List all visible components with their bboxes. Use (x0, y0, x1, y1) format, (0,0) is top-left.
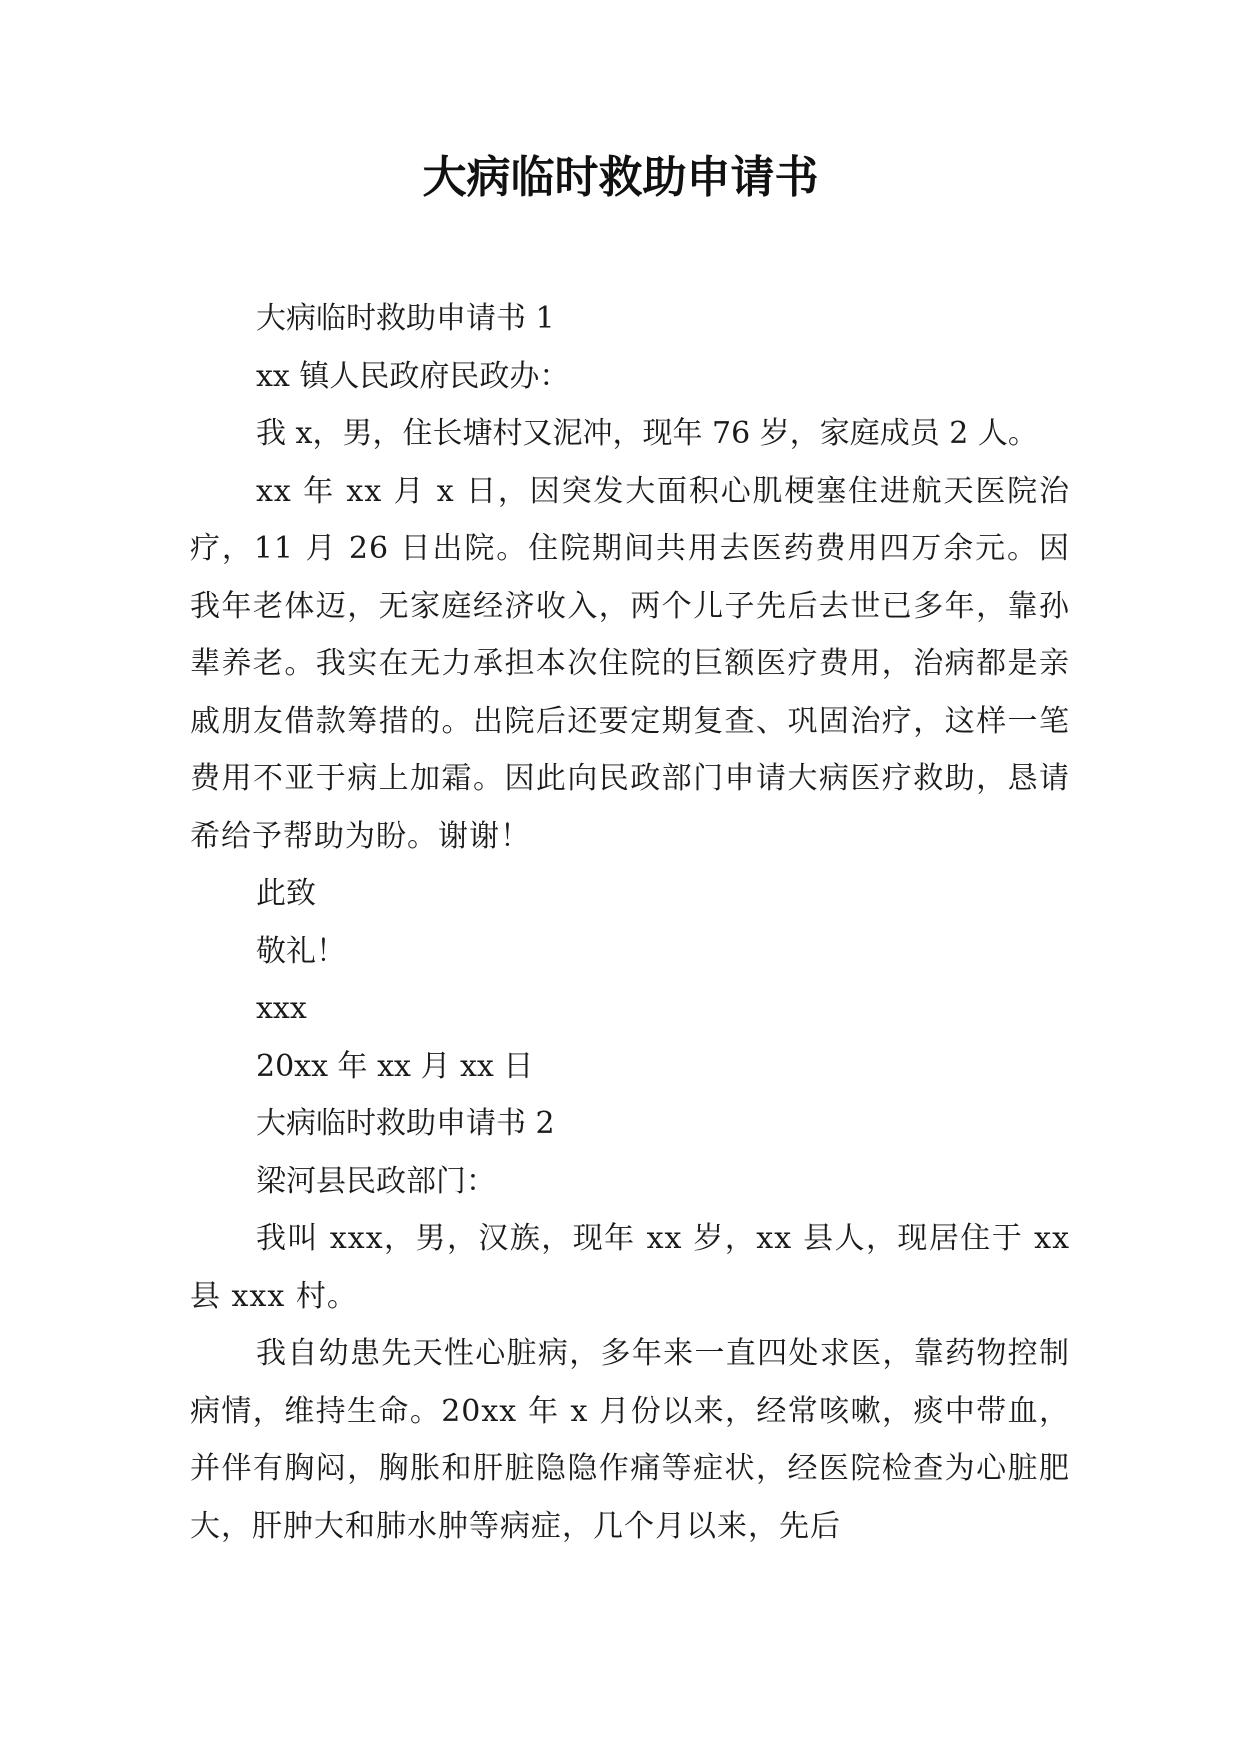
body-paragraph: 我自幼患先天性心脏病，多年来一直四处求医，靠药物控制病情，维持生命。20xx 年 x 月份以来，经常咳嗽，痰中带血，并伴有胸闷，胸胀和肝脏隐隐作痛等症状，经医院检查为心脏肥大，肝肿大和肺水肿等病症，几个月以来，先后 (190, 1336, 1070, 1544)
section-heading-2: 大病临时救助申请书 2 (256, 1106, 555, 1141)
signature-name: xxx (256, 991, 307, 1026)
body-paragraph: 我 x，男，住长塘村又泥冲，现年 76 岁，家庭成员 2 人。 (256, 416, 1038, 451)
body-paragraph: xx 年 xx 月 x 日，因突发大面积心肌梗塞住进航天医院治疗，11 月 26 日出院。住院期间共用去医药费用四万余元。因我年老体迈，无家庭经济收入，两个儿子先后去世已多年，靠孙辈养老。我实在无力承担本次住院的巨额医疗费用，治病都是亲戚朋友借款筹措的。出院后还要定期复查、巩固治疗，这样一笔费用不亚于病上加霜。因此向民政部门申请大病医疗救助，恳请希给予帮助为盼。谢谢！ (190, 473, 1070, 854)
document-title: 大病临时救助申请书 (422, 152, 819, 203)
section-heading-1: 大病临时救助申请书 1 (256, 301, 555, 336)
document-body (190, 290, 1070, 1555)
closing-line: 敬礼！ (256, 933, 346, 969)
signature-date: 20xx 年 xx 月 xx 日 (256, 1048, 534, 1084)
body-paragraph: 我叫 xxx，男，汉族，现年 xx 岁，xx 县人，现居住于 xx 县 xxx 村。 (190, 1221, 1070, 1314)
salutation: xx 镇人民政府民政办： (256, 358, 570, 394)
closing-line: 此致 (256, 876, 316, 911)
salutation: 梁河县民政部门： (256, 1163, 496, 1199)
